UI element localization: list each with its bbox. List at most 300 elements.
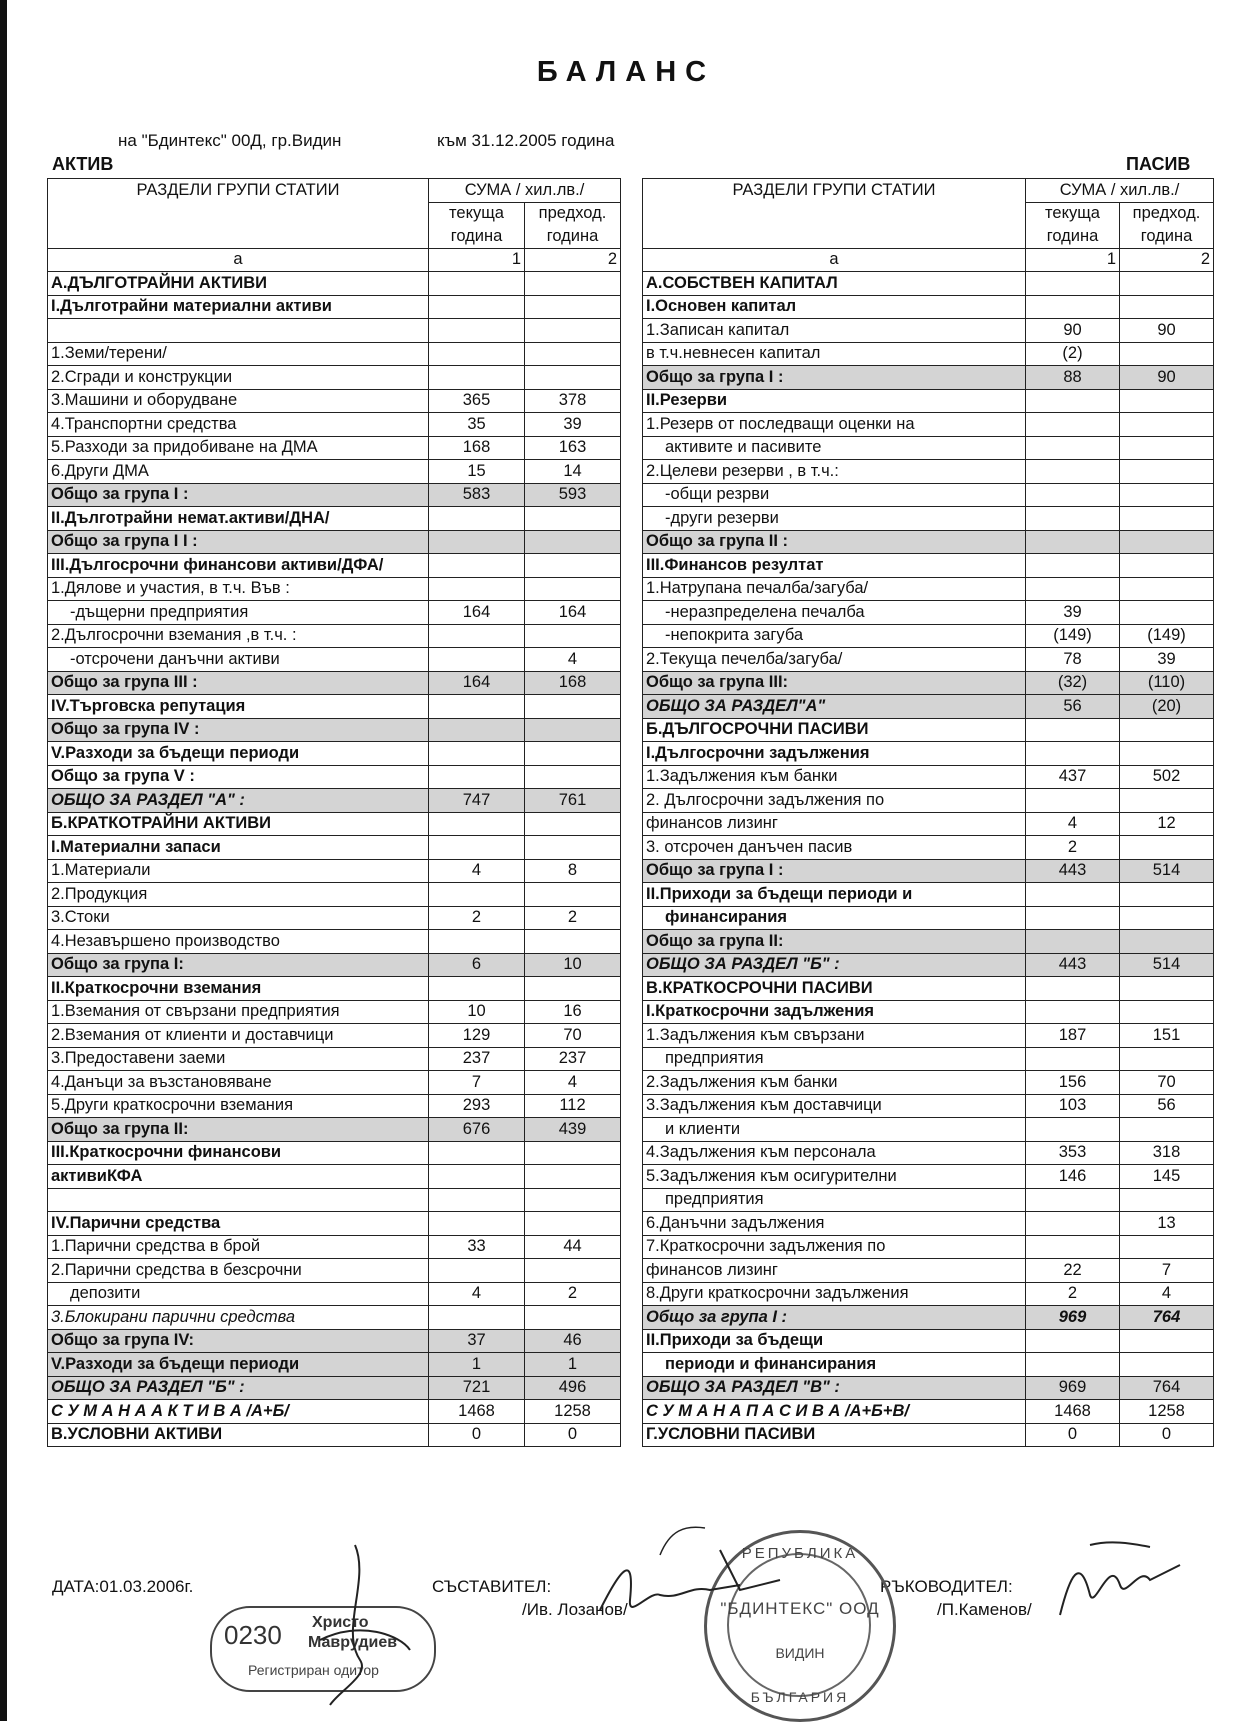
liab-row-label: ОБЩО ЗА РАЗДЕЛ"А" [643, 695, 1026, 719]
asset-current-value: 164 [429, 601, 525, 625]
liab-row [643, 789, 1214, 813]
liab-current-value: 443 [1026, 859, 1120, 883]
liab-current-value: 156 [1026, 1071, 1120, 1095]
liab-row [643, 1423, 1214, 1447]
liab-row [643, 1329, 1214, 1353]
asset-current-value: 37 [429, 1329, 525, 1353]
liab-previous-value [1120, 836, 1214, 860]
liab-previous-value [1120, 272, 1214, 296]
asset-previous-value [525, 1259, 621, 1283]
company-stamp-name: "БДИНТЕКС" ООД [720, 1599, 880, 1618]
asset-current-value [429, 765, 525, 789]
asset-current-value [429, 1259, 525, 1283]
liab-row-label: 2.Целеви резерви , в т.ч.: [643, 460, 1026, 484]
liab-previous-value [1120, 906, 1214, 930]
liab-current-value [1026, 460, 1120, 484]
asset-row [48, 695, 621, 719]
asset-row-label: Общо за група III : [48, 671, 429, 695]
liab-current-value [1026, 577, 1120, 601]
liab-row [643, 530, 1214, 554]
liab-row-label: Общо за група II: [643, 930, 1026, 954]
assets-heading: АКТИВ [52, 154, 114, 174]
asset-previous-value [525, 812, 621, 836]
asset-previous-value [525, 1188, 621, 1212]
asset-current-value: 1 [429, 1353, 525, 1377]
asset-previous-value [525, 1306, 621, 1330]
asset-row-label: 2.Продукция [48, 883, 429, 907]
liab-current-value [1026, 295, 1120, 319]
asset-current-value: 0 [429, 1423, 525, 1447]
liab-current-value [1026, 1188, 1120, 1212]
liab-previous-value [1120, 554, 1214, 578]
asset-row [48, 765, 621, 789]
asset-row [48, 1118, 621, 1142]
liab-current-value [1026, 906, 1120, 930]
liab-row-label: -непокрита загуба [643, 624, 1026, 648]
asset-previous-value: 2 [525, 906, 621, 930]
liab-row-label: III.Финансов резултат [643, 554, 1026, 578]
liab-previous-value: 502 [1120, 765, 1214, 789]
liab-row [643, 1212, 1214, 1236]
asset-row-label: 3.Машини и оборудване [48, 389, 429, 413]
liab-previous-value: 4 [1120, 1282, 1214, 1306]
asset-row-label: II.Дълготрайни немат.активи/ДНА/ [48, 507, 429, 531]
asset-current-value: 7 [429, 1071, 525, 1095]
asset-row [48, 530, 621, 554]
asset-current-value: 2 [429, 906, 525, 930]
asset-current-value [429, 554, 525, 578]
asset-row [48, 342, 621, 366]
asset-row-label: 4.Транспортни средства [48, 413, 429, 437]
liab-row [643, 1094, 1214, 1118]
asset-previous-value [525, 342, 621, 366]
liab-current-value: 2 [1026, 1282, 1120, 1306]
asset-row-label: А.ДЪЛГОТРАЙНИ АКТИВИ [48, 272, 429, 296]
index-a: а [48, 248, 429, 272]
asset-row-label: -отсрочени данъчни активи [48, 648, 429, 672]
liab-current-value: 443 [1026, 953, 1120, 977]
asset-row-label: 3.Стоки [48, 906, 429, 930]
liab-previous-value [1120, 930, 1214, 954]
liab-previous-value [1120, 1235, 1214, 1259]
liab-row-label: I.Основен капитал [643, 295, 1026, 319]
liab-row [643, 671, 1214, 695]
liab-row [643, 295, 1214, 319]
liabilities-heading: ПАСИВ [1126, 154, 1191, 174]
manager-label: РЪКОВОДИТЕЛ: [880, 1577, 1013, 1596]
asset-row [48, 1235, 621, 1259]
asset-row [48, 1423, 621, 1447]
liab-current-value: 22 [1026, 1259, 1120, 1283]
asset-previous-value: 44 [525, 1235, 621, 1259]
liab-previous-value: 7 [1120, 1259, 1214, 1283]
asset-previous-value [525, 624, 621, 648]
liab-row [643, 1141, 1214, 1165]
asset-row [48, 1376, 621, 1400]
sum-header: СУМА / хил.лв./ [429, 179, 621, 203]
asset-row-label: Общо за група I : [48, 483, 429, 507]
liab-current-value [1026, 413, 1120, 437]
liab-row [643, 601, 1214, 625]
liab-row-label: предприятия [643, 1047, 1026, 1071]
asset-current-value [429, 812, 525, 836]
auditor-stamp-caption: Регистриран одитор [248, 1662, 379, 1678]
liab-current-value [1026, 1047, 1120, 1071]
liab-previous-value: 0 [1120, 1423, 1214, 1447]
liab-row [643, 930, 1214, 954]
liab-row [643, 977, 1214, 1001]
asset-row-label: Общо за група IV: [48, 1329, 429, 1353]
liab-row-label: Общо за група I : [643, 1306, 1026, 1330]
liab-previous-value [1120, 718, 1214, 742]
asset-row-label: активиКФА [48, 1165, 429, 1189]
liab-current-value: 146 [1026, 1165, 1120, 1189]
liab-previous-value [1120, 342, 1214, 366]
auditor-stamp-name2: Маврудиев [308, 1634, 398, 1651]
asset-row-label: 4.Незавършено производство [48, 930, 429, 954]
liab-previous-value [1120, 789, 1214, 813]
asset-previous-value [525, 272, 621, 296]
asset-current-value [429, 930, 525, 954]
asset-previous-value: 4 [525, 1071, 621, 1095]
current-year-header-2: година [1026, 225, 1120, 248]
liab-previous-value: 90 [1120, 366, 1214, 390]
asset-row [48, 671, 621, 695]
asset-previous-value [525, 765, 621, 789]
asset-current-value [429, 718, 525, 742]
liab-row-label: -неразпределена печалба [643, 601, 1026, 625]
liab-row [643, 765, 1214, 789]
asset-row [48, 366, 621, 390]
liab-previous-value [1120, 742, 1214, 766]
asset-row [48, 272, 621, 296]
liab-row-label: в т.ч.невнесен капитал [643, 342, 1026, 366]
liab-current-value: (32) [1026, 671, 1120, 695]
liab-row [643, 1259, 1214, 1283]
asset-previous-value: 378 [525, 389, 621, 413]
liab-previous-value: 1258 [1120, 1400, 1214, 1424]
liab-row [643, 718, 1214, 742]
liab-row [643, 1400, 1214, 1424]
liab-current-value: 2 [1026, 836, 1120, 860]
company-stamp-top: РЕПУБЛИКА [741, 1545, 859, 1562]
auditor-signature [300, 1540, 420, 1710]
liab-row [643, 460, 1214, 484]
liab-current-value [1026, 483, 1120, 507]
liab-current-value: 437 [1026, 765, 1120, 789]
asset-row-label: депозити [48, 1282, 429, 1306]
asset-row [48, 460, 621, 484]
liab-current-value: 1468 [1026, 1400, 1120, 1424]
liab-previous-value: 12 [1120, 812, 1214, 836]
asset-current-value [429, 883, 525, 907]
asset-current-value: 129 [429, 1024, 525, 1048]
company-line: на "Бдинтекс" 00Д, гр.Видин [118, 131, 342, 150]
current-year-header-2: година [429, 225, 525, 248]
liab-previous-value [1120, 483, 1214, 507]
liab-current-value: 56 [1026, 695, 1120, 719]
asset-row-label: ОБЩО ЗА РАЗДЕЛ "А" : [48, 789, 429, 813]
asset-previous-value: 70 [525, 1024, 621, 1048]
asset-previous-value: 16 [525, 1000, 621, 1024]
liab-row [643, 1071, 1214, 1095]
asset-row-label: V.Разходи за бъдещи периоди [48, 1353, 429, 1377]
liab-row [643, 695, 1214, 719]
liab-row-label: 2.Текуща печелба/загуба/ [643, 648, 1026, 672]
liab-current-value [1026, 1118, 1120, 1142]
asset-row [48, 436, 621, 460]
liab-row [643, 859, 1214, 883]
asset-current-value: 15 [429, 460, 525, 484]
asset-row [48, 1353, 621, 1377]
asset-previous-value [525, 1141, 621, 1165]
asset-current-value [429, 272, 525, 296]
liab-row [643, 1024, 1214, 1048]
asset-row [48, 554, 621, 578]
liab-row [643, 906, 1214, 930]
liab-previous-value: (110) [1120, 671, 1214, 695]
asset-row [48, 930, 621, 954]
sum-header: СУМА / хил.лв./ [1026, 179, 1214, 203]
liab-row-label: предприятия [643, 1188, 1026, 1212]
asset-row-label: 5.Други краткосрочни вземания [48, 1094, 429, 1118]
liab-row [643, 1165, 1214, 1189]
asset-previous-value [525, 718, 621, 742]
compiler-name: /Ив. Лозанов/ [522, 1600, 628, 1619]
asset-row-label: I.Материални запаси [48, 836, 429, 860]
liab-current-value: 353 [1026, 1141, 1120, 1165]
asset-row-label: Общо за група II: [48, 1118, 429, 1142]
liab-row-label: Общо за група III: [643, 671, 1026, 695]
asset-current-value [429, 624, 525, 648]
asset-current-value [429, 1188, 525, 1212]
asset-row [48, 859, 621, 883]
liab-row-label: Общо за група II : [643, 530, 1026, 554]
liab-row-label: ОБЩО ЗА РАЗДЕЛ "В" : [643, 1376, 1026, 1400]
asset-previous-value: 14 [525, 460, 621, 484]
asset-previous-value [525, 883, 621, 907]
asset-previous-value [525, 1165, 621, 1189]
signing-date: ДАТА:01.03.2006г. [52, 1577, 194, 1596]
liab-row-label: 3.Задължения към доставчици [643, 1094, 1026, 1118]
asset-current-value: 583 [429, 483, 525, 507]
asset-row [48, 883, 621, 907]
liab-row-label: -общи резрви [643, 483, 1026, 507]
liab-row-label: финансирания [643, 906, 1026, 930]
asset-current-value [429, 295, 525, 319]
asset-previous-value [525, 1212, 621, 1236]
asset-previous-value [525, 977, 621, 1001]
liab-previous-value: 514 [1120, 859, 1214, 883]
current-year-header: текуща [1026, 202, 1120, 225]
asset-current-value: 293 [429, 1094, 525, 1118]
asset-row [48, 1329, 621, 1353]
company-stamp-city: ВИДИН [775, 1645, 825, 1661]
asset-previous-value: 168 [525, 671, 621, 695]
liab-row-label: Общо за група I : [643, 859, 1026, 883]
liab-previous-value: 13 [1120, 1212, 1214, 1236]
asset-current-value [429, 836, 525, 860]
asset-row-label: 1.Парични средства в брой [48, 1235, 429, 1259]
asset-current-value [429, 1165, 525, 1189]
liab-current-value [1026, 742, 1120, 766]
asset-previous-value [525, 319, 621, 343]
asset-row-label: 2.Сгради и конструкции [48, 366, 429, 390]
liab-row [643, 436, 1214, 460]
liab-current-value [1026, 1329, 1120, 1353]
asset-previous-value: 10 [525, 953, 621, 977]
asset-row [48, 742, 621, 766]
document-title: БАЛАНС [536, 56, 716, 88]
asset-previous-value: 46 [525, 1329, 621, 1353]
manager-name: /П.Каменов/ [937, 1600, 1032, 1619]
asset-row [48, 601, 621, 625]
asset-row-label: 2.Парични средства в безсрочни [48, 1259, 429, 1283]
liab-row [643, 389, 1214, 413]
asset-row-label: Общо за група IV : [48, 718, 429, 742]
asset-current-value [429, 648, 525, 672]
liab-row-label: 1.Натрупана печалба/загуба/ [643, 577, 1026, 601]
asset-previous-value [525, 507, 621, 531]
liab-row-label: 1.Задължения към свързани [643, 1024, 1026, 1048]
asset-current-value: 721 [429, 1376, 525, 1400]
liabilities-table [642, 178, 1214, 1447]
asset-row-label: 1.Вземания от свързани предприятия [48, 1000, 429, 1024]
auditor-stamp-name1: Христо [312, 1614, 369, 1631]
liab-row [643, 883, 1214, 907]
liab-current-value: 90 [1026, 319, 1120, 343]
asset-previous-value: 593 [525, 483, 621, 507]
liab-row-label: 8.Други краткосрочни задължения [643, 1282, 1026, 1306]
index-1: 1 [1026, 248, 1120, 272]
asset-previous-value: 761 [525, 789, 621, 813]
liab-previous-value [1120, 977, 1214, 1001]
asset-current-value [429, 530, 525, 554]
liab-row-label: I.Дългосрочни задължения [643, 742, 1026, 766]
liab-previous-value: 764 [1120, 1306, 1214, 1330]
liab-row [643, 554, 1214, 578]
asset-previous-value: 2 [525, 1282, 621, 1306]
liab-row-label: В.КРАТКОСРОЧНИ ПАСИВИ [643, 977, 1026, 1001]
asset-row [48, 1047, 621, 1071]
asset-current-value: 35 [429, 413, 525, 437]
previous-year-header-2: година [1120, 225, 1214, 248]
company-stamp-bottom: БЪЛГАРИЯ [750, 1689, 850, 1705]
asset-row-label: Общо за група V : [48, 765, 429, 789]
asset-row-label: III.Дългосрочни финансови активи/ДФА/ [48, 554, 429, 578]
liab-previous-value [1120, 389, 1214, 413]
asset-row [48, 624, 621, 648]
asset-row-label: 4.Данъци за възстановяване [48, 1071, 429, 1095]
asset-current-value: 4 [429, 859, 525, 883]
asset-row [48, 1282, 621, 1306]
liab-previous-value: (20) [1120, 695, 1214, 719]
asset-row-label: ОБЩО ЗА РАЗДЕЛ "Б" : [48, 1376, 429, 1400]
asset-row-label: 5.Разходи за придобиване на ДМА [48, 436, 429, 460]
asset-current-value: 33 [429, 1235, 525, 1259]
liab-row [643, 272, 1214, 296]
liab-current-value [1026, 1000, 1120, 1024]
liab-previous-value [1120, 1047, 1214, 1071]
liab-previous-value [1120, 295, 1214, 319]
asset-current-value [429, 319, 525, 343]
index-2: 2 [1120, 248, 1214, 272]
scan-edge [0, 0, 7, 1721]
liab-row [643, 577, 1214, 601]
asset-current-value [429, 1141, 525, 1165]
asset-row [48, 953, 621, 977]
asset-row [48, 389, 621, 413]
asset-previous-value: 164 [525, 601, 621, 625]
liab-previous-value: 514 [1120, 953, 1214, 977]
asset-row-label: 2.Вземания от клиенти и доставчици [48, 1024, 429, 1048]
asset-row [48, 1400, 621, 1424]
asset-previous-value: 1258 [525, 1400, 621, 1424]
liab-row-label: Б.ДЪЛГОСРОЧНИ ПАСИВИ [643, 718, 1026, 742]
liab-row-label: 1.Задължения към банки [643, 765, 1026, 789]
previous-year-header: предход. [525, 202, 621, 225]
asset-row [48, 1212, 621, 1236]
liab-previous-value [1120, 507, 1214, 531]
liab-previous-value [1120, 1329, 1214, 1353]
asset-previous-value: 496 [525, 1376, 621, 1400]
previous-year-header: предход. [1120, 202, 1214, 225]
asset-previous-value [525, 577, 621, 601]
liab-row [643, 342, 1214, 366]
current-year-header: текуща [429, 202, 525, 225]
liab-row-label: периоди и финансирания [643, 1353, 1026, 1377]
compiler-label: СЪСТАВИТЕЛ: [432, 1577, 552, 1596]
asset-row [48, 1259, 621, 1283]
asset-previous-value: 4 [525, 648, 621, 672]
sections-header: РАЗДЕЛИ ГРУПИ СТАТИИ [643, 179, 1026, 249]
asset-previous-value: 112 [525, 1094, 621, 1118]
asset-previous-value: 8 [525, 859, 621, 883]
liab-row [643, 1118, 1214, 1142]
liab-current-value: (2) [1026, 342, 1120, 366]
asset-row [48, 648, 621, 672]
index-1: 1 [429, 248, 525, 272]
auditor-stamp-number: 0230 [224, 1620, 282, 1650]
liab-current-value [1026, 930, 1120, 954]
assets-table [47, 178, 621, 1447]
asset-previous-value: 0 [525, 1423, 621, 1447]
liab-row [643, 812, 1214, 836]
liab-row-label: II.Резерви [643, 389, 1026, 413]
asset-row [48, 1141, 621, 1165]
asset-row [48, 1000, 621, 1024]
asset-current-value [429, 342, 525, 366]
liab-current-value [1026, 1353, 1120, 1377]
liab-previous-value: 56 [1120, 1094, 1214, 1118]
liab-row-label: -други резерви [643, 507, 1026, 531]
liab-row-label: активите и пасивите [643, 436, 1026, 460]
liab-previous-value [1120, 601, 1214, 625]
liab-previous-value [1120, 577, 1214, 601]
liab-previous-value: 90 [1120, 319, 1214, 343]
liab-previous-value: 151 [1120, 1024, 1214, 1048]
liab-row-label: II.Приходи за бъдещи [643, 1329, 1026, 1353]
asset-row-label: Общо за група I: [48, 953, 429, 977]
asset-current-value: 164 [429, 671, 525, 695]
asset-previous-value [525, 295, 621, 319]
liab-row [643, 1000, 1214, 1024]
liab-row-label: II.Приходи за бъдещи периоди и [643, 883, 1026, 907]
index-2: 2 [525, 248, 621, 272]
asset-previous-value [525, 742, 621, 766]
liab-row-label: и клиенти [643, 1118, 1026, 1142]
asset-row [48, 718, 621, 742]
